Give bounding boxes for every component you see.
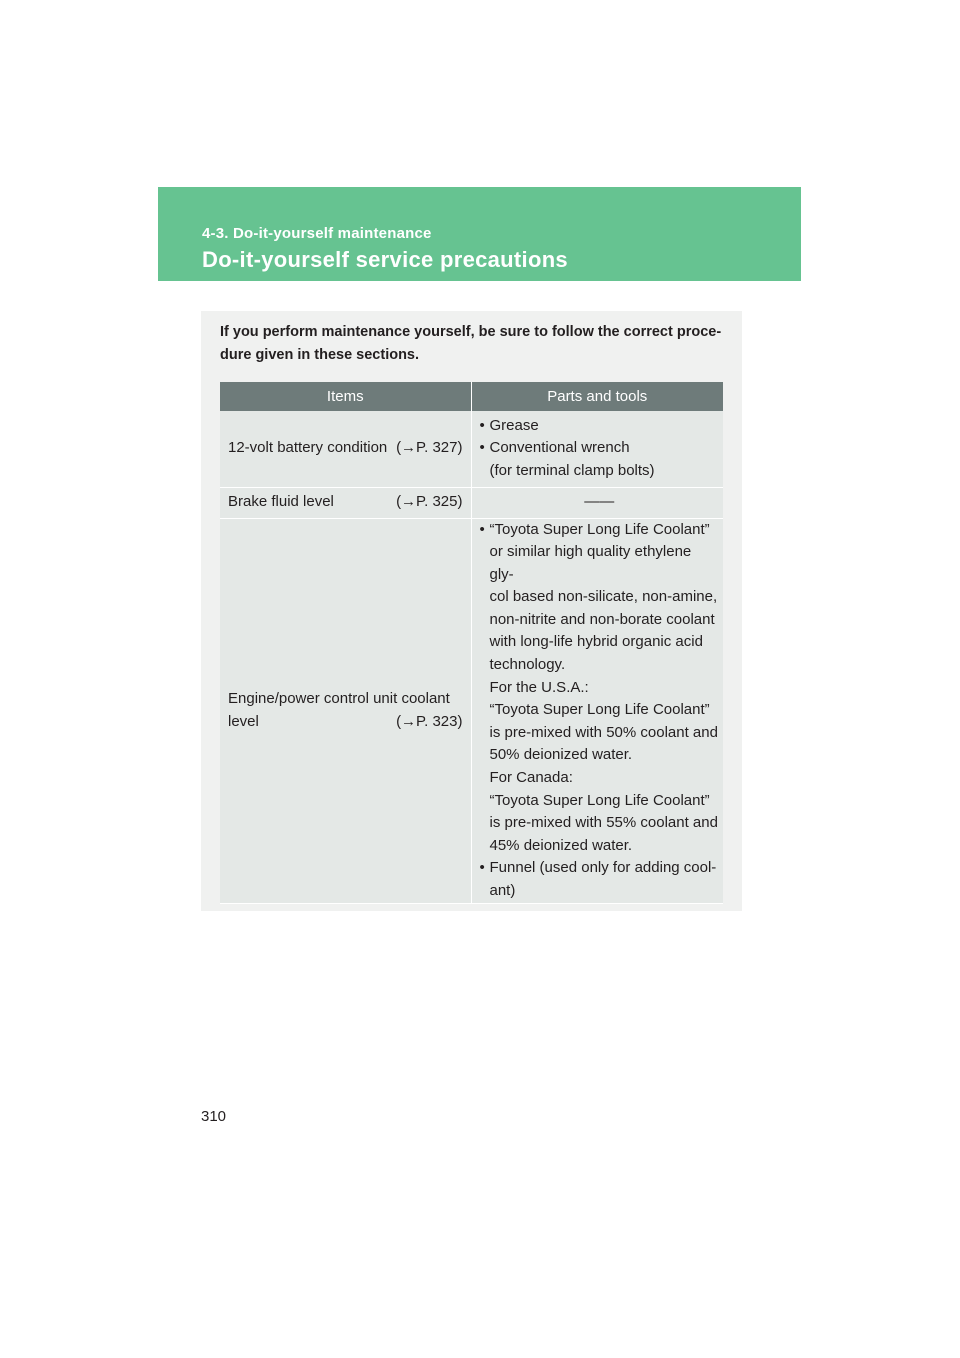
list-item: • Grease: [480, 415, 720, 438]
item-label: Brake fluid level: [228, 493, 334, 511]
column-header-parts: Parts and tools: [471, 382, 723, 411]
table-row: [220, 411, 723, 487]
item-cell: [220, 411, 471, 487]
item-label: 12-volt battery condition: [228, 439, 388, 457]
item-label-cont: level: [228, 712, 259, 730]
bullet-icon: •: [479, 416, 485, 434]
page-number: 310: [201, 1108, 227, 1125]
content-box: [201, 311, 742, 911]
list-item: • Funnel (used only for adding cool- ant): [480, 857, 720, 902]
section-label: 4-3. Do-it-yourself maintenance: [202, 225, 432, 242]
intro-text: [220, 321, 725, 366]
list-item: • Conventional wrench: [480, 437, 720, 460]
page-reference-link[interactable]: (→P. 325): [396, 493, 463, 511]
item-label: Engine/power control unit coolant: [228, 689, 450, 707]
table-row: [220, 487, 723, 518]
list-item: • “Toyota Super Long Life Coolant” or similar high quality ethylene gly- col based non-silicate, non-amine, non-nitrite and non-borate coolant with long-life hybrid organic acid technology. For the U.S.A.: “Toyota Super Long Life Coolant” is pre-mixed with 50% coolant and 50% deionized water. For Canada: “Toyota Super Long Life Coolant” is pre-mixed with 55% coolant and 45% deionized water.: [480, 519, 720, 858]
bullet-icon: •: [479, 859, 485, 877]
tools-cell: [471, 411, 723, 487]
item-cell: [220, 487, 471, 518]
list-item-continuation: (for terminal clamp bolts): [489, 462, 655, 480]
table-header-row: [220, 382, 723, 411]
empty-dash: ——: [584, 493, 615, 511]
section-header-band: [158, 187, 801, 281]
page-title: Do-it-yourself service precautions: [202, 247, 568, 272]
page-reference-link[interactable]: (→P. 327): [396, 439, 463, 457]
item-cell: [220, 518, 471, 903]
column-header-items: Items: [220, 382, 471, 411]
table-row: [220, 518, 723, 903]
bullet-icon: •: [479, 520, 485, 538]
tools-cell: [471, 518, 723, 903]
intro-line: If you perform maintenance yourself, be sure to follow the correct proce-: [220, 324, 722, 340]
intro-line: dure given in these sections.: [220, 346, 420, 363]
bullet-icon: •: [479, 439, 485, 457]
tools-cell: [471, 487, 723, 518]
page-reference-link[interactable]: (→P. 323): [396, 712, 463, 730]
parts-table: [220, 382, 723, 904]
